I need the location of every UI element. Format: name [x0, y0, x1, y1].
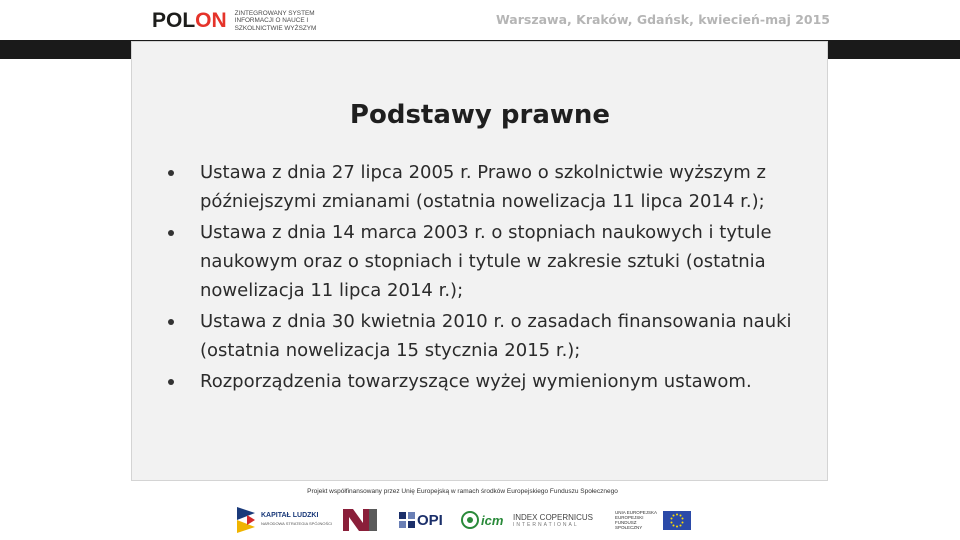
logo-part2: ON — [195, 9, 227, 32]
polon-logo — [152, 9, 355, 33]
kapital-ludzki-title: KAPITAŁ LUDZKI — [261, 512, 319, 519]
bullet-dot — [168, 379, 174, 385]
bullet-text: Ustawa z dnia 30 kwietnia 2010 r. o zasadach finansowania nauki (ostatnia nowelizacja 15 stycznia 2015 r.); — [200, 311, 792, 361]
bullet-text: Ustawa z dnia 14 marca 2003 r. o stopniach naukowych i tytule naukowym oraz o stopniach i tytule w zakresie sztuki (ostatnia nowelizacja 11 lipca 2014 r.); — [200, 222, 772, 301]
bullet-dot — [168, 230, 174, 236]
location-date: Warszawa, Kraków, Gdańsk, kwiecień-maj 2015 — [495, 12, 830, 27]
eu-text: UNIA EUROPEJSKA EUROPEJSKI FUNDUSZ SPOŁECZNY — [615, 510, 657, 530]
footer-logos — [155, 484, 770, 540]
bullet-dot — [168, 170, 174, 176]
list-item — [166, 367, 826, 396]
eu-flag-icon — [663, 511, 691, 530]
logo-tagline: ZINTEGROWANY SYSTEM INFORMACJI O NAUCE I SZKOLNICTWIE WYŻSZYM — [234, 9, 317, 32]
kapital-ludzki-text — [261, 512, 332, 528]
logo-wordmark — [152, 9, 227, 33]
index-copernicus-subtitle: INTERNATIONAL — [513, 521, 579, 528]
bullet-list — [166, 158, 826, 398]
kapital-ludzki-icon — [237, 507, 255, 533]
nawa-logo — [343, 502, 377, 538]
icm-icon — [461, 511, 479, 529]
icm-logo — [461, 502, 503, 538]
header — [0, 0, 960, 40]
nawa-icon — [343, 509, 377, 531]
index-copernicus-logo — [513, 502, 593, 538]
list-item — [166, 218, 826, 305]
opi-logo — [399, 502, 443, 538]
icm-text: icm — [481, 512, 504, 528]
logo-part1: POL — [152, 9, 196, 32]
eu-logo — [615, 502, 691, 538]
bullet-dot — [168, 319, 174, 325]
bullet-text: Rozporządzenia towarzyszące wyżej wymienionym ustawom. — [200, 371, 752, 392]
opi-text: OPI — [417, 511, 443, 529]
list-item — [166, 158, 826, 216]
index-copernicus-text — [513, 513, 593, 528]
index-copernicus-title: INDEX COPERNICUS — [513, 512, 594, 522]
slide-title: Podstawy prawne — [349, 100, 611, 130]
bullet-text: Ustawa z dnia 27 lipca 2005 r. Prawo o szkolnictwie wyższym z późniejszymi zmianami (ostatnia nowelizacja 11 lipca 2014 r.); — [200, 162, 766, 212]
list-item — [166, 307, 826, 365]
opi-icon — [399, 512, 415, 528]
kapital-ludzki-logo — [237, 502, 332, 538]
kapital-ludzki-subtitle: NARODOWA STRATEGIA SPÓJNOŚCI — [261, 521, 333, 526]
funding-note: Projekt współfinansowany przez Unię Europejską w ramach środków Europejskiego Funduszu Społecznego — [307, 488, 618, 495]
